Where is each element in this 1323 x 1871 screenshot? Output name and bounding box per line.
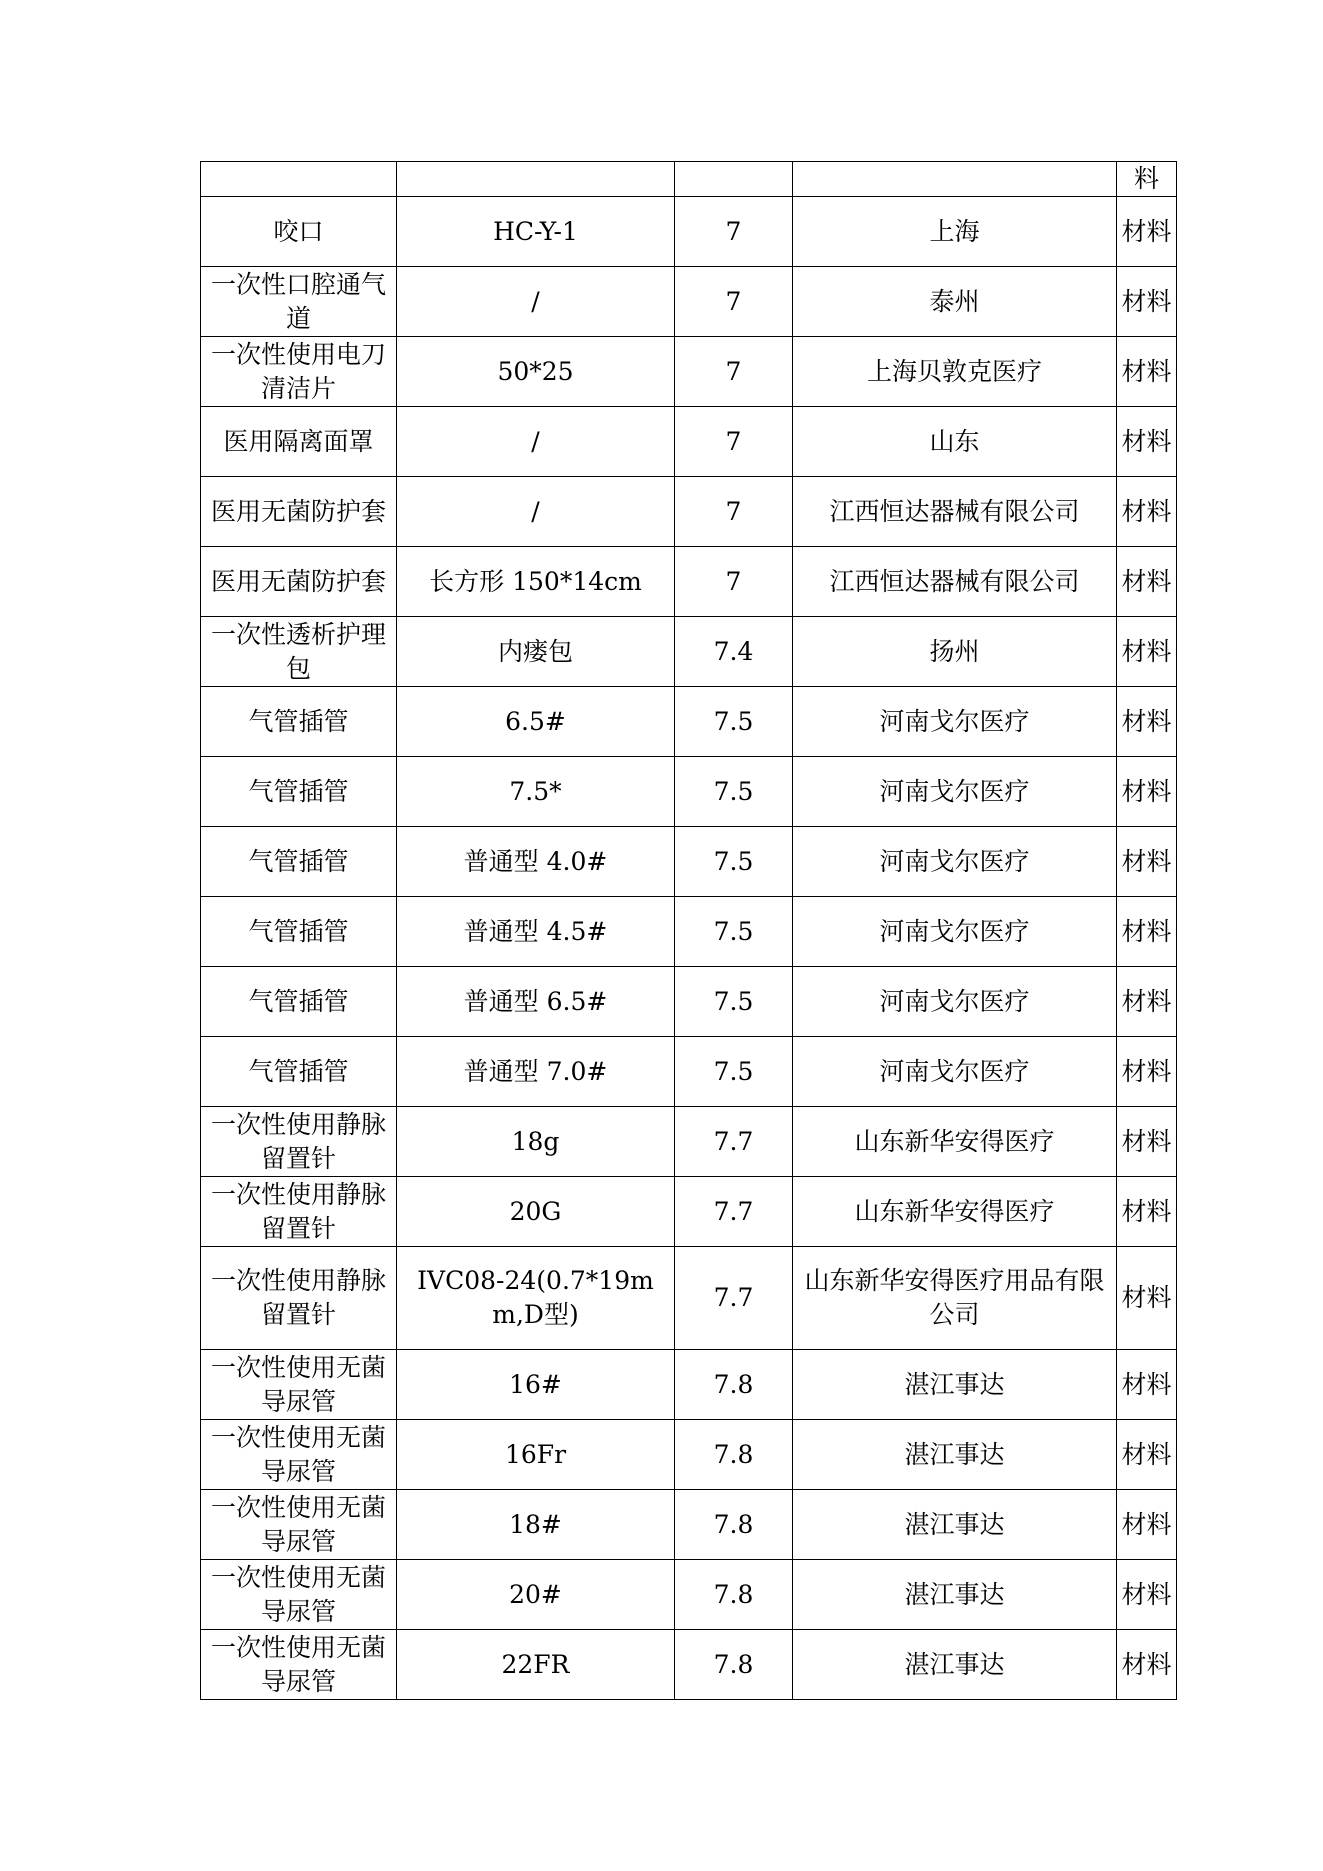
cell-price: 7.8: [675, 1490, 793, 1560]
cell-origin: 上海贝敦克医疗: [793, 337, 1117, 407]
table-row: [201, 1420, 1177, 1490]
table-row: [201, 1037, 1177, 1107]
cell-price: 7.5: [675, 757, 793, 827]
cell-origin: 河南戈尔医疗: [793, 757, 1117, 827]
cell-origin: 山东新华安得医疗: [793, 1177, 1117, 1247]
cell-spec: 20G: [397, 1177, 675, 1247]
cell-spec: 普通型 4.0#: [397, 827, 675, 897]
table-row: [201, 1107, 1177, 1177]
table-row: [201, 757, 1177, 827]
cell-origin: 江西恒达器械有限公司: [793, 547, 1117, 617]
cell-category: 材料: [1117, 547, 1177, 617]
cell-origin: 河南戈尔医疗: [793, 1037, 1117, 1107]
cell-origin: 山东新华安得医疗用品有限公司: [793, 1247, 1117, 1350]
cell-price: 7.7: [675, 1107, 793, 1177]
cell-spec: IVC08-24(0.7*19mm,D型): [397, 1247, 675, 1350]
cell-name: 医用隔离面罩: [201, 407, 397, 477]
cell-origin: 河南戈尔医疗: [793, 687, 1117, 757]
table-row: [201, 1247, 1177, 1350]
cell-price: 7.8: [675, 1350, 793, 1420]
cell-name: 气管插管: [201, 967, 397, 1037]
table-row: [201, 477, 1177, 547]
table-row: [201, 407, 1177, 477]
table-row: [201, 1560, 1177, 1630]
cell-origin: 湛江事达: [793, 1490, 1117, 1560]
cell-name: 一次性使用无菌导尿管: [201, 1350, 397, 1420]
cell-category: 材料: [1117, 1420, 1177, 1490]
cell-category: 材料: [1117, 1107, 1177, 1177]
cell-origin: 湛江事达: [793, 1630, 1117, 1700]
cell-price: [675, 162, 793, 197]
cell-spec: 18g: [397, 1107, 675, 1177]
cell-name: 一次性口腔通气道: [201, 267, 397, 337]
cell-spec: 7.5*: [397, 757, 675, 827]
cell-name: 一次性使用无菌导尿管: [201, 1560, 397, 1630]
cell-price: 7.8: [675, 1630, 793, 1700]
cell-spec: 普通型 7.0#: [397, 1037, 675, 1107]
table-row: [201, 337, 1177, 407]
cell-name: 一次性使用静脉留置针: [201, 1247, 397, 1350]
cell-spec: 内瘘包: [397, 617, 675, 687]
cell-origin: 上海: [793, 197, 1117, 267]
cell-category: 材料: [1117, 1350, 1177, 1420]
cell-name: 医用无菌防护套: [201, 547, 397, 617]
cell-origin: 扬州: [793, 617, 1117, 687]
cell-category: 材料: [1117, 1037, 1177, 1107]
cell-price: 7.4: [675, 617, 793, 687]
cell-origin: 河南戈尔医疗: [793, 897, 1117, 967]
cell-origin: 湛江事达: [793, 1420, 1117, 1490]
cell-category: 材料: [1117, 617, 1177, 687]
cell-origin: 山东新华安得医疗: [793, 1107, 1117, 1177]
cell-price: 7.7: [675, 1247, 793, 1350]
cell-spec: 18#: [397, 1490, 675, 1560]
table-row: [201, 1490, 1177, 1560]
cell-price: 7.5: [675, 1037, 793, 1107]
cell-category: 材料: [1117, 967, 1177, 1037]
table-row: [201, 1630, 1177, 1700]
table-row: [201, 617, 1177, 687]
table-row: [201, 897, 1177, 967]
table-row: [201, 267, 1177, 337]
cell-price: 7.5: [675, 687, 793, 757]
cell-spec: 22FR: [397, 1630, 675, 1700]
cell-price: 7.8: [675, 1420, 793, 1490]
cell-category: 材料: [1117, 1490, 1177, 1560]
cell-price: 7: [675, 267, 793, 337]
cell-price: 7: [675, 197, 793, 267]
cell-name: 一次性使用静脉留置针: [201, 1107, 397, 1177]
cell-category: 材料: [1117, 827, 1177, 897]
materials-table: [200, 161, 1177, 1700]
cell-name: 一次性使用无菌导尿管: [201, 1490, 397, 1560]
cell-price: 7.5: [675, 827, 793, 897]
cell-spec: /: [397, 407, 675, 477]
cell-name: 医用无菌防护套: [201, 477, 397, 547]
cell-origin: [793, 162, 1117, 197]
cell-spec: 普通型 4.5#: [397, 897, 675, 967]
cell-spec: [397, 162, 675, 197]
cell-category: 材料: [1117, 197, 1177, 267]
cell-name: 一次性使用静脉留置针: [201, 1177, 397, 1247]
table-row: [201, 687, 1177, 757]
cell-category: 材料: [1117, 267, 1177, 337]
cell-origin: 河南戈尔医疗: [793, 827, 1117, 897]
cell-spec: /: [397, 267, 675, 337]
cell-spec: 16#: [397, 1350, 675, 1420]
cell-price: 7: [675, 547, 793, 617]
cell-spec: 6.5#: [397, 687, 675, 757]
table-body: [201, 162, 1177, 1700]
cell-price: 7.8: [675, 1560, 793, 1630]
cell-price: 7.5: [675, 897, 793, 967]
cell-origin: 山东: [793, 407, 1117, 477]
cell-name: [201, 162, 397, 197]
cell-category: 材料: [1117, 1630, 1177, 1700]
cell-price: 7: [675, 337, 793, 407]
cell-name: 气管插管: [201, 757, 397, 827]
cell-category: 材料: [1117, 337, 1177, 407]
cell-category: 材料: [1117, 1247, 1177, 1350]
cell-price: 7.5: [675, 967, 793, 1037]
cell-name: 一次性使用无菌导尿管: [201, 1630, 397, 1700]
cell-origin: 江西恒达器械有限公司: [793, 477, 1117, 547]
cell-category: 材料: [1117, 1177, 1177, 1247]
cell-name: 一次性透析护理包: [201, 617, 397, 687]
cell-origin: 湛江事达: [793, 1560, 1117, 1630]
cell-spec: HC-Y-1: [397, 197, 675, 267]
cell-price: 7: [675, 407, 793, 477]
cell-price: 7: [675, 477, 793, 547]
table-row-continued: [201, 162, 1177, 197]
cell-origin: 湛江事达: [793, 1350, 1117, 1420]
cell-name: 一次性使用无菌导尿管: [201, 1420, 397, 1490]
cell-category: 料: [1117, 162, 1177, 197]
table-row: [201, 1350, 1177, 1420]
table-row: [201, 1177, 1177, 1247]
cell-spec: 普通型 6.5#: [397, 967, 675, 1037]
cell-spec: /: [397, 477, 675, 547]
cell-name: 气管插管: [201, 687, 397, 757]
table-row: [201, 197, 1177, 267]
cell-spec: 50*25: [397, 337, 675, 407]
table-row: [201, 967, 1177, 1037]
cell-name: 气管插管: [201, 1037, 397, 1107]
cell-category: 材料: [1117, 687, 1177, 757]
cell-price: 7.7: [675, 1177, 793, 1247]
cell-category: 材料: [1117, 407, 1177, 477]
cell-name: 咬口: [201, 197, 397, 267]
cell-category: 材料: [1117, 897, 1177, 967]
table-row: [201, 547, 1177, 617]
cell-spec: 长方形 150*14cm: [397, 547, 675, 617]
cell-category: 材料: [1117, 757, 1177, 827]
cell-origin: 河南戈尔医疗: [793, 967, 1117, 1037]
cell-name: 气管插管: [201, 827, 397, 897]
cell-name: 一次性使用电刀清洁片: [201, 337, 397, 407]
cell-origin: 泰州: [793, 267, 1117, 337]
cell-name: 气管插管: [201, 897, 397, 967]
cell-category: 材料: [1117, 477, 1177, 547]
cell-spec: 20#: [397, 1560, 675, 1630]
cell-category: 材料: [1117, 1560, 1177, 1630]
cell-spec: 16Fr: [397, 1420, 675, 1490]
table-row: [201, 827, 1177, 897]
